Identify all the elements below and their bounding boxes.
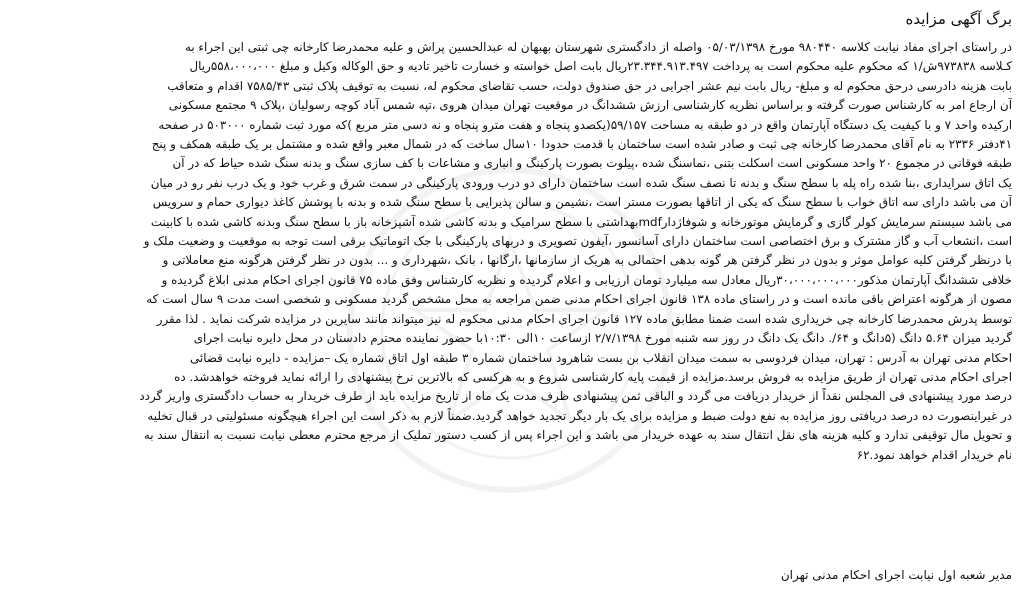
body-line: مصون از هرگونه اعتراض باقی مانده است و در راستای ماده ۱۳۸ قانون اجرای احکام مدنی ضمن مراجعه به محل مشخص گردید مسکونی و شخصی است مدت ۹ سال است که	[146, 292, 1012, 307]
body-line: خلافی ششدانگ آپارتمان مذکور۳۰،۰۰۰،۰۰۰،۰۰۰ریال معادل سه میلیارد تومان ارزیابی و اعلام گردیده و نظریه کارشناس وفق ماده ۷۵ قانون اجرای احکام مدنی ابلاغ گردیده و	[161, 272, 1012, 287]
body-line: بابت هزینه دادرسی درحق محکوم له و مبلغ- ریال بابت نیم عشر اجرایی در حق صندوق دولت، حسب تقاضای محکوم له، نسبت به توقیف پلاک ثبتی ۷۵۸۵/۴۳ اقدام و متعاقب	[167, 78, 1012, 93]
body-line: آن ارجاع امر به کارشناس صورت گرفته و براساس نظریه کارشناسی ارزش ششدانگ در موقعیت تهران میدان هروی ،تپه شمس آباد کوچه رسولیان ،پلاک ۹ مجتمع مسکونی	[168, 98, 1012, 113]
body-line: یک اتاق سرایداری ،بنا شده راه پله با سطح سنگ و بدنه تا نصف سنگ شده است ساختمان دارای دو درب ورودی پارکینگی در سمت شرق و غرب خود و یک درب نفر رو در میان	[150, 175, 1012, 190]
body-line: در غیراینصورت ده درصد دریافتی روز مزایده به نفع دولت ضبط و مزایده برای یک بار دیگر تجدید خواهد گردید.ضمناً لازم به ذکر است این اجراء هیچگونه مسئولیتی در قبال تخلیه	[147, 408, 1012, 423]
body-line: گردید میزان ۵.۶۴ دانگ (۵دانگ و ۶۴/. دانگ یک دانگ در روز سه شنبه مورخ ۲/۷/۱۳۹۸ ازساعت ۱۰الی ۱۰:۳۰با حضور نماینده محترم دادستان در محل دایره نیابت اجرای	[193, 331, 1012, 346]
body-line: درصد مورد پیشنهادی فی المجلس نقداً از خریدار دریافت می گردد و الباقی ثمن پیشنهادی ظرف مدت یک ماه از تاریخ مزایده باید از طرف خریدار به حساب دادگستری واریز گردد	[139, 389, 1012, 404]
body-line: کـلاسه ۹۷۳۸۳۸ش/۱ که محکوم علیه محکوم است به پرداخت ۲۳.۳۴۴.۹۱۳.۴۹۷ریال بابت اصل خواسته و خسارت تاخیر تادیه و حق الوکاله وکیل و مبلغ ۵۵۸،۰۰۰،۰۰۰ریال	[189, 59, 1012, 74]
body-line: توسط پدرش محمدرضا کارخانه چی خریداری شده است ضمنا مطابق ماده ۱۲۷ قانون اجرای احکام مدنی محکوم له نیز میتواند مانند سایرین در مزایده شرکت نماید . لذا مقرر	[156, 311, 1012, 326]
body-line: می باشد سیستم سرمایش کولر گازی و گرمایش موتورخانه و شوفاژدارmdfبهداشتی با سطح سرامیک و بدنه کاشی شده آشپزخانه باز با سطح سنگ وبدنه کاشی شده با کابینت	[150, 214, 1012, 229]
document-body	[10, 38, 1012, 465]
body-line: ۴۱دفتر ۲۳۳۶ به نام آقای محمدرضا کارخانه چی ثبت و صادر شده است ساختمان با قدمت حدودا ۱۰سال ساخت که در شمال معبر واقع شده و مشتمل بر یک طبقه همکف و پنج	[151, 137, 1012, 152]
body-line: است ،انشعاب آب و گاز مشترک و برق اختصاصی است ساختمان دارای آسانسور ،آیفون تصویری و دربهای پارکینگی با جک اتوماتیک برقی است توجه به موقعیت و وضعیت ملک و	[143, 234, 1012, 249]
body-line: نام خریدار اقدام خواهد نمود.۶۲	[856, 447, 1012, 462]
body-line: ارکیده واحد ۷ و با کیفیت یک دستگاه آپارتمان واقع در دو طبقه به مساحت ۵۹/۱۵۷(یکصدو پنجاه و هفت مترو پنجاه و نه دسی متر مربع )که مورد ثبت شماره ۵۰۳۰۰۰ در صفحه	[158, 117, 1012, 132]
body-line: اجرای احکام مدنی تهران از طریق مزایده به فروش برسد.مزایده از قیمت پایه کارشناسی شروع و به هرکسی که بالاترین نرخ پیشنهادی را ارائه نماید فروخته خواهدشد. ده	[174, 369, 1012, 384]
body-line: آن می باشد دارای سه اتاق خواب با سطح سنگ که یکی از اتاقها بصورت مستر است ،نشیمن و سالن پذیرایی با سطح سنگ شده و بدنه با پوشش کاغذ دیواری حمام و سرویس	[152, 195, 1012, 210]
document-title: برگ آگهی مزایده	[905, 10, 1012, 28]
body-line: احکام مدنی تهران به آدرس : تهران، میدان فردوسی به سمت میدان انقلاب بن بست شاهرود ساختمان شماره ۳ طبقه اول اتاق شماره یک –مزایده - دایره نیابت قضائی	[189, 350, 1012, 365]
document-signature: مدیر شعبه اول نیابت اجرای احکام مدنی تهران	[780, 568, 1012, 582]
body-line: در راستای اجرای مفاد نیابت کلاسه ۹۸۰۴۴۰ مورخ ۰۵/۰۳/۱۳۹۸ واصله از دادگستری شهرستان بهبهان له عبدالحسین پراش و علیه محمدرضا کارخانه چی ثبتی این اجراء به	[184, 40, 1012, 54]
body-line: با درنظر گرفتن کلیه عوامل موثر و بدون در نظر گرفتن هر گونه بدهی احتمالی به هریک از سازمانها ،ارگانها ، بانک ،شهرداری و ... بدون در نظر گرفتن هرگونه منع معاملاتی و	[162, 253, 1012, 268]
body-line: طبقه فوقانی در مجموع ۲۰ واحد مسکونی است اسکلت بتنی ،نماسنگ شده ،پیلوت بصورت پارکینگ و انباری و مشاعات با کف سازی سنگ و بدنه سنگ شده حیاط که در آن	[172, 156, 1012, 171]
body-line: و تحویل مال توقیفی ندارد و کلیه هزینه های نقل انتقال سند به عهده خریدار می باشد و این اجراء پس از کسب دستور تملیک از مرجع محترم معطی نیابت نسبت به انتقال سند به	[143, 428, 1012, 443]
